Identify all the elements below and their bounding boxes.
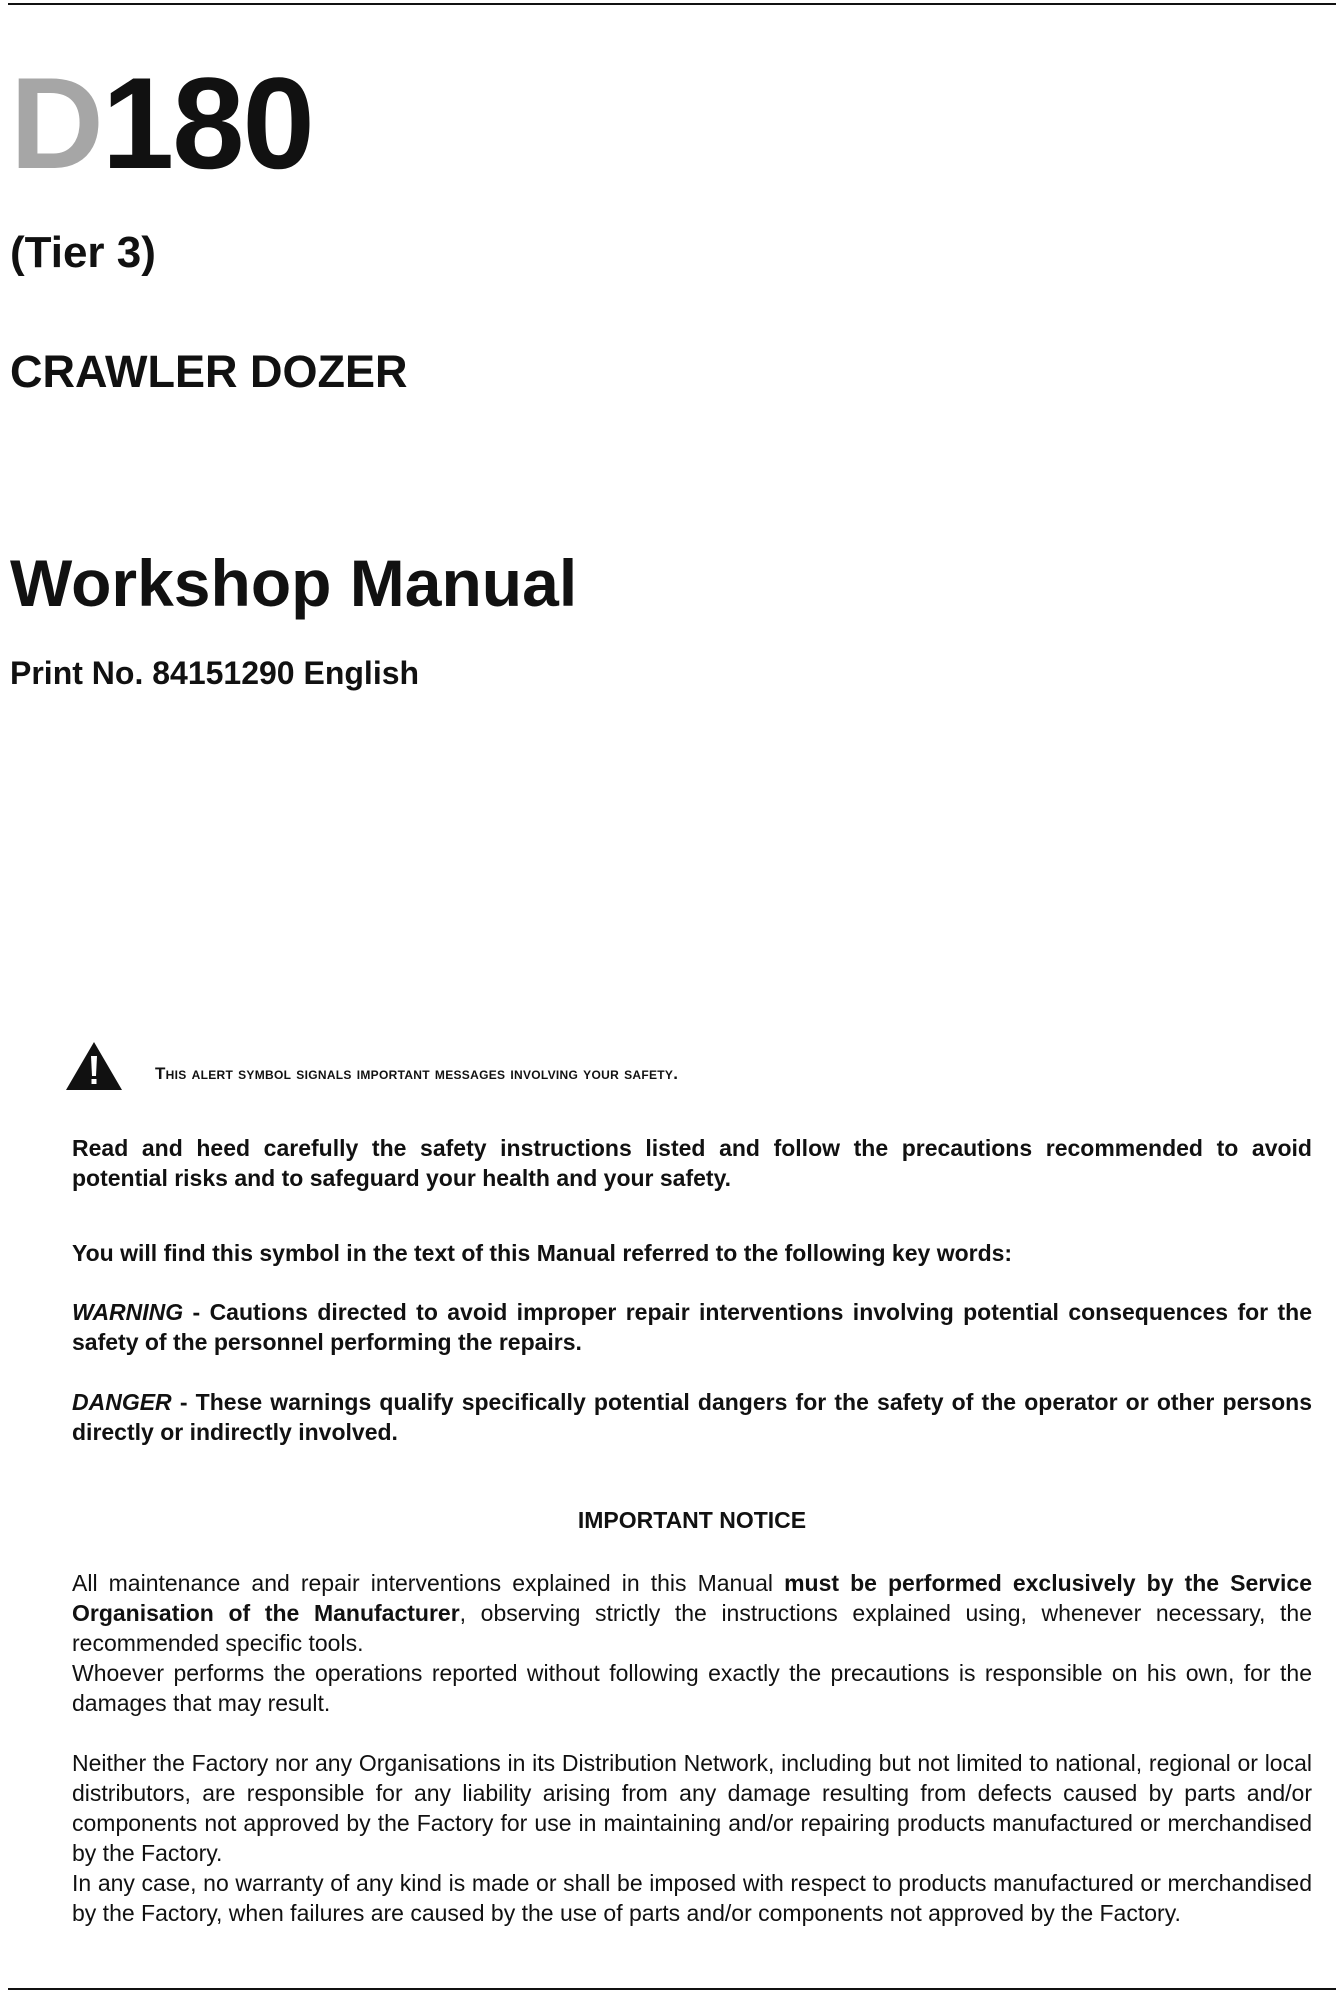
whoever-paragraph: Whoever performs the operations reported without following exactly the precautions is responsible on his own, for the damages that may result. xyxy=(72,1660,1312,1716)
maintenance-intro: All maintenance and repair interventions explained in this Manual xyxy=(72,1570,785,1596)
tier-label: (Tier 3) xyxy=(10,228,156,277)
danger-keyword: DANGER xyxy=(72,1389,172,1415)
liability-paragraph: Neither the Factory nor any Organisations in its Distribution Network, including but not limited to national, regional or local distributors, are responsible for any liability arising from any damage resulting from defects caused by parts and/or components not approved by the Factory for use in maintaining and/or repairing products manufactured or merchandised by the Factory. xyxy=(72,1750,1312,1866)
maintenance-emphasis: must be performed exclusively by the Service Organisation of the Manufacturer xyxy=(72,1570,1312,1626)
safety-alert-text: This alert symbol signals important messages involving your safety. xyxy=(155,1064,679,1083)
print-number: Print No. 84151290 English xyxy=(10,655,420,691)
safety-alert xyxy=(64,1040,1314,1092)
danger-text: - These warnings qualify specifically potential dangers for the safety of the operator or other persons directly or indirectly involved. xyxy=(72,1389,1312,1445)
machine-type: CRAWLER DOZER xyxy=(10,346,408,397)
warning-paragraph xyxy=(72,1297,1312,1357)
maintenance-paragraph xyxy=(72,1568,1312,1658)
model-prefix: D xyxy=(10,50,102,196)
maintenance-rest: , observing strictly the instructions explained using, whenever necessary, the recommended specific tools. xyxy=(72,1600,1312,1656)
warning-keyword: WARNING xyxy=(72,1299,184,1325)
safety-symbol-paragraph: You will find this symbol in the text of this Manual referred to the following key words: xyxy=(72,1240,1013,1266)
warning-text: - Cautions directed to avoid improper repair interventions involving potential consequences for the safety of the personnel performing the repairs. xyxy=(72,1299,1312,1355)
warning-triangle-icon xyxy=(64,1040,124,1092)
model-designation xyxy=(10,50,313,196)
important-notice-heading: IMPORTANT NOTICE xyxy=(577,1507,807,1533)
bottom-rule xyxy=(8,1988,1336,1990)
safety-read-paragraph: Read and heed carefully the safety instructions listed and follow the precautions recommended to avoid potential risks and to safeguard your health and your safety. xyxy=(72,1135,1312,1191)
manual-title: Workshop Manual xyxy=(10,546,578,620)
danger-paragraph xyxy=(72,1387,1312,1447)
model-number: 180 xyxy=(101,50,313,196)
warranty-paragraph: In any case, no warranty of any kind is made or shall be imposed with respect to products manufactured or merchandised by the Factory, when failures are caused by the use of parts and/or components not approved by the Factory. xyxy=(72,1870,1312,1926)
top-rule xyxy=(8,3,1336,5)
